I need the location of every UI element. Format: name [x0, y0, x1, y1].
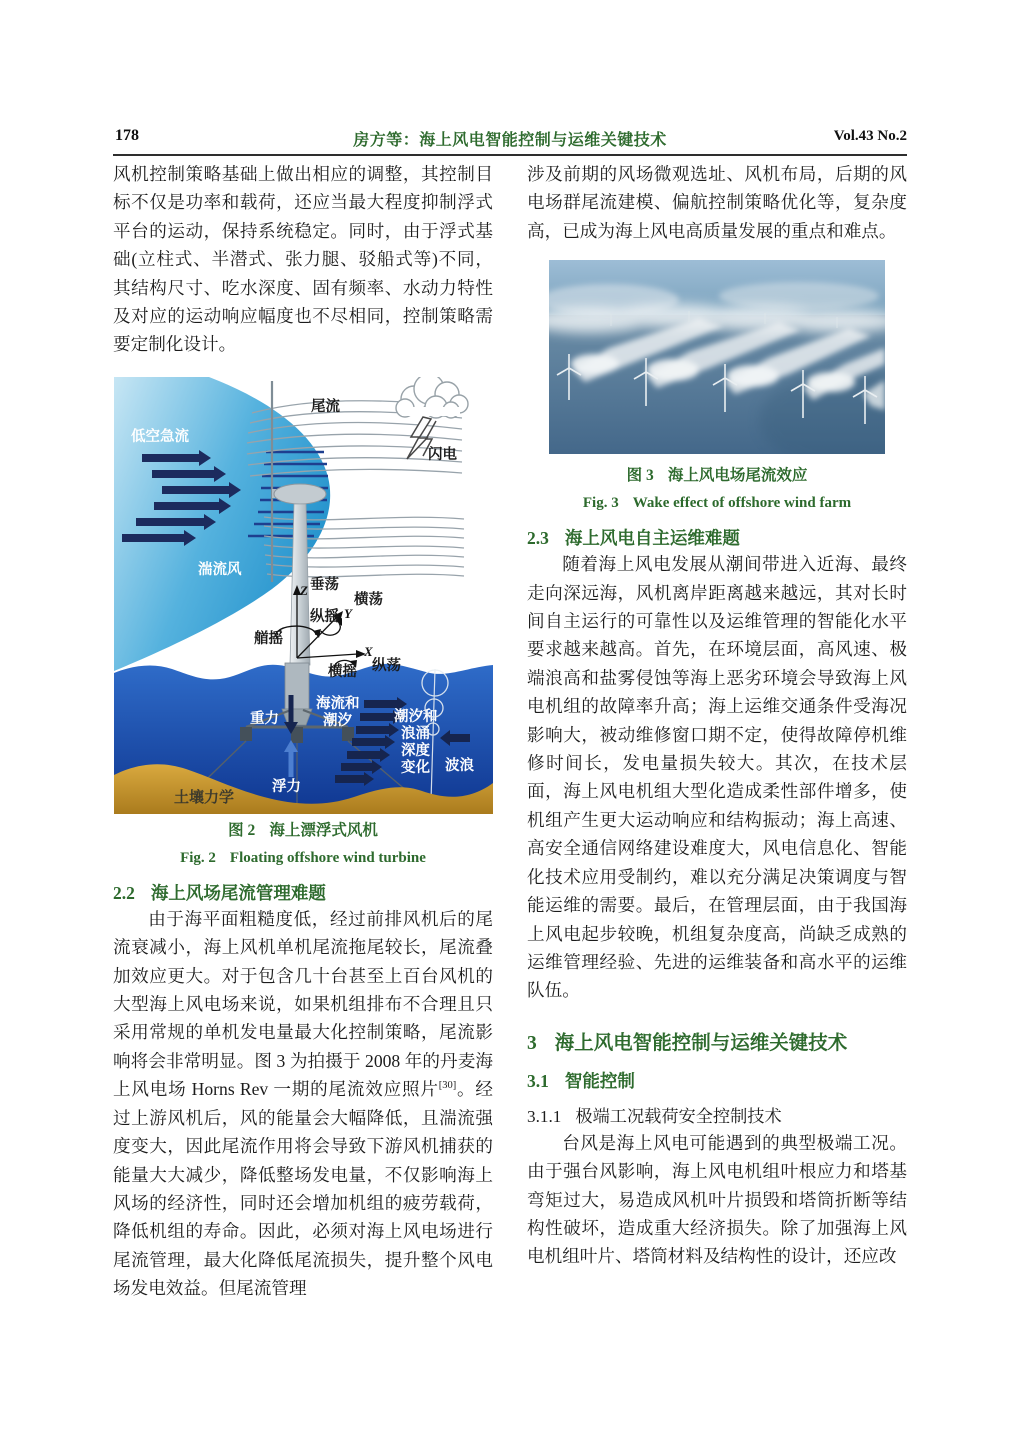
figure-3-caption-zh: [527, 464, 907, 487]
fig2-label-low-level-jet: 低空急流: [130, 428, 189, 445]
paragraph-text: 。经过上游风机后，风的能量会大幅降低，且湍流强度变大，因此尾流作用将会导致下游风机捕获的能量大大减少，降低整场发电量，不仅影响海上风场的经济性，同时还会增加机组的疲劳载荷，降低机组的寿命。因此，必须对海上风电场进行尾流管理，最大化降低尾流损失，提升整个风电场发电效益。但尾流管理: [113, 1079, 493, 1299]
citation-ref-30: [30]: [438, 1080, 457, 1092]
fig2-label-turbulent-wind: 湍流风: [197, 561, 241, 578]
section-2-3-number: 2.3: [527, 528, 549, 549]
paragraph: 随着海上风电发展从潮间带进入近海、最终走向深远海，风机离岸距离越来越远，其对长时间自主运行的可靠性以及运维管理的智能化水平要求越来越高。首先，在环境层面，高风速、极端浪高和盐雾侵蚀等海上恶劣环境会导致海上风电机组的故障率升高；海上运维交通条件受海况影响大，被动维修窗口期不定，使得故障停机维修时间长，发电量损失较大。其次，在技术层面，海上风电机组大型化造成柔性部件增多，使机组产生更大运动响应和结构振动；海上高速、高安全通信网络建设难度大，风电信息化、智能化技术应用受制约，难以充分满足决策调度与智能运维的需要。最后，在管理层面，由于我国海上风电起步较晚，机组复杂度高，尚缺乏成熟的运维管理经验、先进的运维装备和高水平的运维队伍。: [527, 554, 907, 1001]
fig2-label-tide-depth-4: 变化: [400, 759, 430, 776]
paragraph-text: 由于海平面粗糙度低，经过前排风机后的尾流衰减小，海上风机单机尾流拖尾较长，尾流叠加效应更大。对于包含几十台甚至上百台风机的大型海上风电场来说，如果机组排布不合理且只采用常规的单机发电量最大化控制策略，尾流影响将会非常明显。图 3 为拍摄于 2008 年的丹麦海上风电场 Horns Rev 一期的尾流效应照片: [113, 908, 493, 1100]
fig2-label-buoyancy: 浮力: [271, 778, 301, 795]
fig2-label-wake: 尾流: [310, 398, 340, 415]
figure-2-floating-turbine-diagram: [114, 377, 493, 814]
running-title: 房方等：海上风电智能控制与运维关键技术: [353, 132, 667, 149]
section-heading-3-1: [527, 1069, 907, 1093]
fig2-label-tide-depth-3: 深度: [400, 742, 430, 759]
section-heading-2-3: [527, 526, 907, 550]
fig2-label-tide-depth-1: 潮汐和: [393, 708, 437, 725]
figure-3-caption-en-text: Wake effect of offshore wind farm: [632, 495, 852, 512]
right-column: [527, 160, 907, 1271]
page-content: [113, 0, 907, 1431]
figure-3-wake-photo: [549, 260, 885, 454]
issue-number: Vol.43 No.2: [833, 128, 907, 144]
figure-3-photo-wrap: [549, 260, 885, 459]
fig2-label-lightning: 闪电: [427, 446, 457, 463]
page-number: 178: [115, 127, 139, 144]
figure-3-caption-zh-text: 海上风电场尾流效应: [667, 467, 808, 485]
fig2-label-waves: 波浪: [444, 757, 474, 774]
figure-3-caption-zh-label: 图 3: [626, 467, 654, 485]
section-heading-3: [527, 1030, 907, 1058]
figure-2-caption-en: [113, 847, 493, 870]
section-heading-2-2: [113, 881, 493, 905]
turbine-nacelle: [274, 484, 326, 504]
fig2-label-heave: 垂荡: [309, 576, 339, 593]
section-2-2-number: 2.2: [113, 882, 135, 903]
figure-3-caption-en: [527, 492, 907, 515]
figure-2-caption-en-text: Floating offshore wind turbine: [229, 849, 426, 866]
fig2-label-current-tide-1: 海流和: [315, 695, 359, 712]
paragraph: 台风是海上风电可能遇到的典型极端工况。由于强台风影响，海上风电机组叶根应力和塔基弯矩过大，易造成风机叶片损毁和塔筒折断等结构性破坏，造成重大经济损失。除了加强海上风电机组叶片、塔筒材料及结构性的设计，还应改: [527, 1132, 907, 1267]
section-2-3-title: 海上风电自主运维难题: [564, 528, 740, 549]
header-rule: [113, 154, 907, 156]
section-3-title: 海上风电智能控制与运维关键技术: [554, 1032, 848, 1054]
fig2-label-gravity: 重力: [249, 710, 279, 727]
fig2-axis-x: X: [363, 643, 373, 659]
section-3-1-number: 3.1: [527, 1070, 549, 1091]
fig2-label-pitch: 纵摇: [309, 608, 339, 625]
figure-2-caption-zh-label: 图 2: [228, 821, 256, 839]
section-3-number: 3: [527, 1032, 537, 1054]
paragraph: [113, 905, 493, 1303]
section-3-1-1-title: 极端工况载荷安全控制技术: [575, 1106, 782, 1126]
figure-3-caption-en-label: Fig. 3: [582, 495, 619, 512]
fig2-axis-z: Z: [299, 582, 308, 598]
figure-2-caption-zh-text: 海上漂浮式风机: [269, 821, 378, 839]
section-3-1-1-number: 3.1.1: [527, 1106, 562, 1126]
fig2-label-tide-depth-2: 浪涌: [400, 725, 430, 742]
section-heading-3-1-1: [527, 1105, 907, 1129]
paragraph: 风机控制策略基础上做出相应的调整，其控制目标不仅是功率和载荷，还应当最大程度抑制浮式平台的运动，保持系统稳定。同时，由于浮式基础(立柱式、半潜式、张力腿、驳船式等)不同，其结构尺寸、吃水深度、固有频率、水动力特性及对应的运动响应幅度也不尽相同，控制策略需要定制化设计。: [113, 164, 493, 355]
section-2-2-title: 海上风场尾流管理难题: [150, 882, 326, 903]
fig2-label-yaw: 艏摇: [253, 630, 283, 647]
figure-2-caption-zh: [113, 819, 493, 842]
fig2-label-roll: 横摇: [327, 663, 357, 680]
figure-2-caption-en-label: Fig. 2: [180, 849, 216, 866]
fig2-label-soil: 土壤力学: [173, 789, 234, 806]
section-3-1-title: 智能控制: [564, 1070, 635, 1091]
page-header: [113, 127, 907, 151]
fig2-label-surge: 纵荡: [371, 657, 401, 674]
fig2-label-current-tide-2: 潮汐: [322, 712, 352, 729]
left-column: [113, 160, 493, 1303]
fig2-label-sway: 横荡: [353, 591, 383, 608]
paragraph: 涉及前期的风场微观选址、风机布局，后期的风电场群尾流建模、偏航控制策略优化等，复杂度高，已成为海上风电高质量发展的重点和难点。: [527, 164, 907, 241]
fig2-axis-y: Y: [343, 605, 352, 621]
